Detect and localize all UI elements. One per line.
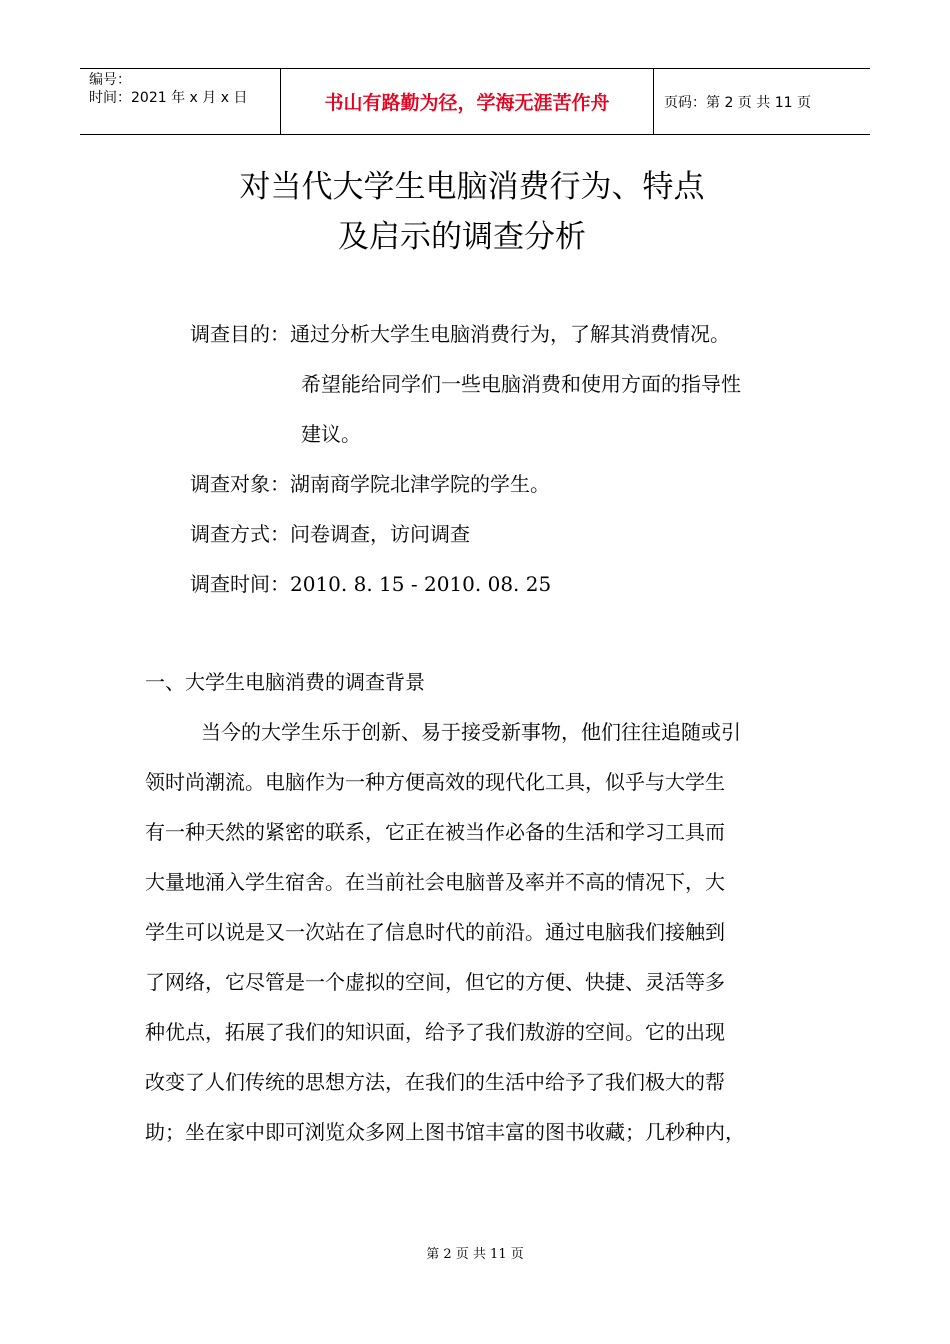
header-page-info: 页码：第 2 页 共 11 页 xyxy=(664,94,811,111)
survey-object xyxy=(190,470,550,498)
survey-purpose-line: 建议。 xyxy=(301,422,361,446)
survey-method-label: 调查方式： xyxy=(190,522,290,546)
paragraph-line: 助；坐在家中即可浏览众多网上图书馆丰富的图书收藏；几秒种内， xyxy=(145,1120,745,1144)
section-heading: 一、大学生电脑消费的调查背景 xyxy=(145,670,425,694)
paragraph-line: 领时尚潮流。电脑作为一种方便高效的现代化工具，似乎与大学生 xyxy=(145,770,725,794)
paragraph-line: 种优点，拓展了我们的知识面，给予了我们敖游的空间。它的出现 xyxy=(145,1020,725,1044)
header-time: 时间：2021 年 x 月 x 日 xyxy=(89,90,248,106)
document-title-line-2: 及启示的调查分析 xyxy=(338,219,586,255)
paragraph-line: 大量地涌入学生宿舍。在当前社会电脑普及率并不高的情况下，大 xyxy=(145,870,725,894)
header-motto: 书山有路勤为径，学海无涯苦作舟 xyxy=(281,69,654,134)
header-meta xyxy=(80,69,281,134)
page-header xyxy=(80,68,870,135)
survey-purpose-line: 希望能给同学们一些电脑消费和使用方面的指导性 xyxy=(301,372,741,396)
survey-time-value: 2010. 8. 15 - 2010. 08. 25 xyxy=(290,572,552,596)
paragraph-line: 了网络，它尽管是一个虚拟的空间，但它的方便、快捷、灵活等多 xyxy=(145,970,725,994)
paragraph-line: 有一种天然的紧密的联系，它正在被当作必备的生活和学习工具而 xyxy=(145,820,725,844)
survey-time xyxy=(190,570,551,598)
paragraph-line: 当今的大学生乐于创新、易于接受新事物，他们往往追随或引 xyxy=(201,720,741,744)
survey-time-label: 调查时间： xyxy=(190,572,290,596)
survey-purpose-line: 通过分析大学生电脑消费行为，了解其消费情况。 xyxy=(290,322,730,346)
page-footer: 第 2 页 共 11 页 xyxy=(426,1247,524,1262)
survey-purpose-label: 调查目的： xyxy=(190,322,290,346)
header-number: 编号： xyxy=(89,72,131,88)
survey-purpose xyxy=(190,320,730,348)
survey-method xyxy=(190,520,470,548)
paragraph-line: 学生可以说是又一次站在了信息时代的前沿。通过电脑我们接触到 xyxy=(145,920,725,944)
document-title-line-1: 对当代大学生电脑消费行为、特点 xyxy=(239,169,705,205)
paragraph-line: 改变了人们传统的思想方法，在我们的生活中给予了我们极大的帮 xyxy=(145,1070,725,1094)
survey-object-label: 调查对象： xyxy=(190,472,290,496)
survey-method-value: 问卷调查，访问调查 xyxy=(290,522,470,546)
survey-object-value: 湖南商学院北津学院的学生。 xyxy=(290,472,550,496)
